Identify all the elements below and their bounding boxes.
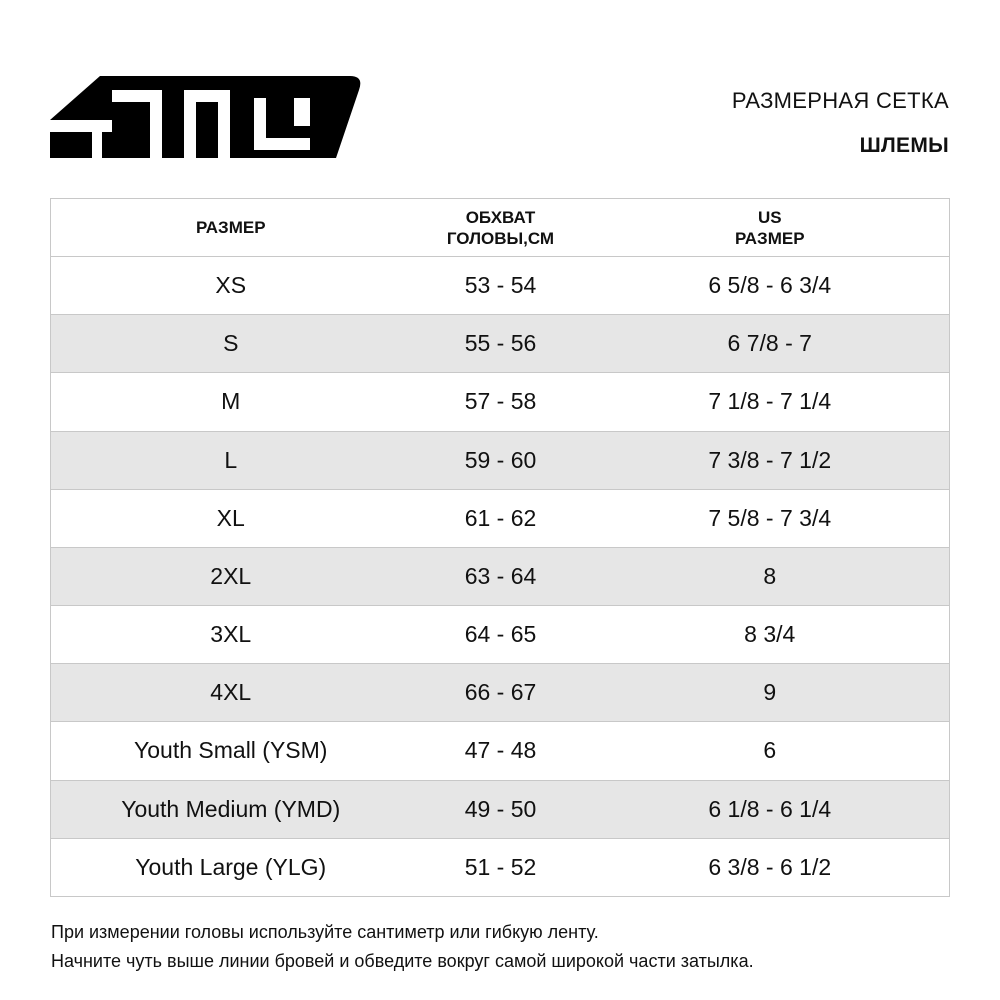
cell-head-circumference: 61 - 62 — [411, 489, 591, 547]
column-header-us-size — [591, 199, 950, 257]
table-row — [51, 373, 950, 431]
table-row — [51, 780, 950, 838]
size-chart-table — [50, 198, 950, 897]
cell-size: S — [51, 315, 411, 373]
cell-size: Youth Small (YSM) — [51, 722, 411, 780]
table-row — [51, 547, 950, 605]
header-line: РАЗМЕР — [734, 228, 805, 248]
table-row — [51, 606, 950, 664]
header-line: ОБХВАТ — [465, 207, 536, 227]
cell-size: XL — [51, 489, 411, 547]
cell-head-circumference: 57 - 58 — [411, 373, 591, 431]
table-header-row — [51, 199, 950, 257]
page-subtitle: ШЛЕМЫ — [859, 134, 949, 157]
measurement-note: Начните чуть выше линии бровей и обведите вокруг самой широкой части затылка. — [51, 951, 754, 971]
cell-size: L — [51, 431, 411, 489]
cell-size: 3XL — [51, 606, 411, 664]
column-header-size — [51, 199, 411, 257]
table-body — [51, 257, 950, 897]
measurement-note: При измерении головы используйте сантиметр или гибкую ленту. — [51, 922, 599, 942]
cell-head-circumference: 49 - 50 — [411, 780, 591, 838]
table-row — [51, 722, 950, 780]
cell-us-size: 7 1/8 - 7 1/4 — [591, 373, 950, 431]
cell-size: 4XL — [51, 664, 411, 722]
table-row — [51, 315, 950, 373]
cell-size: Youth Large (YLG) — [135, 853, 327, 880]
column-header-head-circumference — [411, 199, 591, 257]
cell-us-size: 9 — [591, 664, 950, 722]
cell-head-circumference: 51 - 52 — [464, 853, 537, 880]
cell-us-size: 8 3/4 — [591, 606, 950, 664]
header-line: ГОЛОВЫ,СМ — [446, 228, 555, 248]
cell-size: XS — [51, 257, 411, 315]
table-row — [51, 838, 950, 896]
cell-size: M — [51, 373, 411, 431]
page-title: РАЗМЕРНАЯ СЕТКА — [731, 88, 949, 113]
header-line: US — [757, 207, 782, 227]
cell-us-size: 7 5/8 - 7 3/4 — [591, 489, 950, 547]
cell-head-circumference: 63 - 64 — [411, 547, 591, 605]
cell-us-size: 8 — [591, 547, 950, 605]
cell-us-size: 6 — [591, 722, 950, 780]
brand-logo — [50, 76, 362, 158]
cell-head-circumference: 66 - 67 — [411, 664, 591, 722]
table-row — [51, 257, 950, 315]
table-row — [51, 431, 950, 489]
cell-us-size: 6 1/8 - 6 1/4 — [591, 780, 950, 838]
cell-us-size: 6 5/8 - 6 3/4 — [591, 257, 950, 315]
table-row — [51, 664, 950, 722]
cell-head-circumference: 59 - 60 — [411, 431, 591, 489]
cell-us-size: 7 3/8 - 7 1/2 — [591, 431, 950, 489]
cell-size: Youth Medium (YMD) — [51, 780, 411, 838]
cell-head-circumference: 53 - 54 — [411, 257, 591, 315]
header-line: РАЗМЕР — [195, 218, 266, 237]
cell-head-circumference: 64 - 65 — [411, 606, 591, 664]
cell-size: 2XL — [51, 547, 411, 605]
logo-509-icon — [50, 76, 362, 158]
cell-head-circumference: 47 - 48 — [411, 722, 591, 780]
cell-us-size: 6 7/8 - 7 — [591, 315, 950, 373]
cell-us-size: 6 3/8 - 6 1/2 — [708, 853, 832, 880]
table-row — [51, 489, 950, 547]
cell-head-circumference: 55 - 56 — [411, 315, 591, 373]
